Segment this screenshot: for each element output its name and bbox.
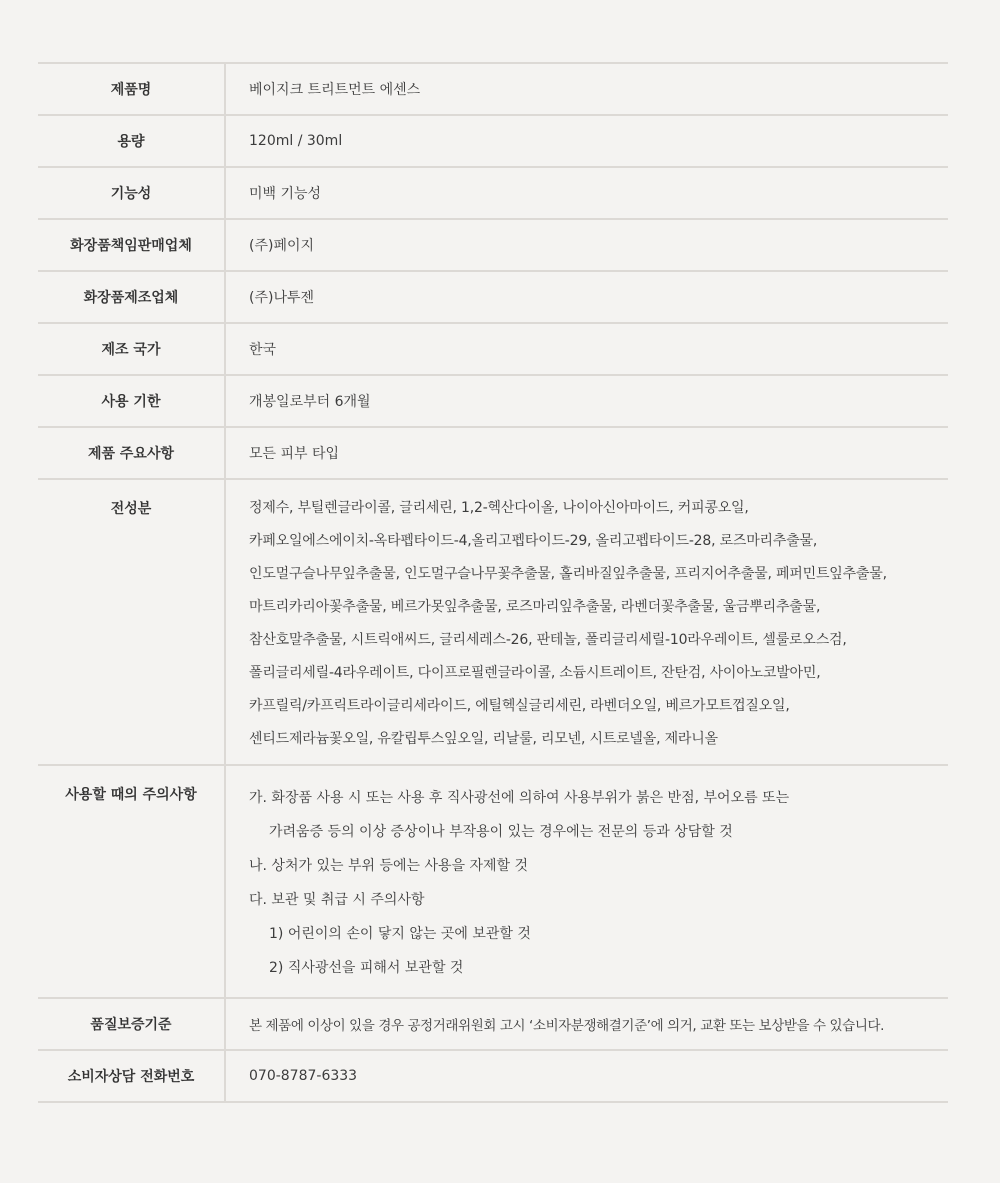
label-product-name: 제품명 <box>38 63 225 115</box>
row-expiry <box>38 375 948 427</box>
ingredients-line: 정제수, 부틸렌글라이콜, 글리세린, 1,2-헥산다이올, 나이아신아마이드, 커피콩오일, <box>249 500 749 516</box>
ingredients-line: 참산호말추출물, 시트릭애씨드, 글리세레스-26, 판테놀, 폴리글리세릴-10라우레이트, 셀룰로오스검, <box>249 632 847 648</box>
label-skin-type: 제품 주요사항 <box>38 427 225 479</box>
row-manufacturer <box>38 271 948 323</box>
caution-line: 가려움증 등의 이상 증상이나 부작용이 있는 경우에는 전문의 등과 상담할 것 <box>269 824 733 840</box>
value-skin-type: 모든 피부 타입 <box>225 427 948 479</box>
value-seller: (주)페이지 <box>225 219 948 271</box>
caution-line: 1) 어린이의 손이 닿지 않는 곳에 보관할 것 <box>269 926 531 942</box>
caution-line: 가. 화장품 사용 시 또는 사용 후 직사광선에 의하여 사용부위가 붉은 반점, 부어오름 또는 <box>249 790 790 806</box>
row-functionality <box>38 167 948 219</box>
row-phone <box>38 1050 948 1102</box>
label-functionality: 기능성 <box>38 167 225 219</box>
row-ingredients <box>38 479 948 765</box>
caution-line: 2) 직사광선을 피해서 보관할 것 <box>269 960 464 976</box>
ingredients-line: 카프릴릭/카프릭트라이글리세라이드, 에틸헥실글리세린, 라벤더오일, 베르가모트껍질오일, <box>249 698 790 714</box>
caution-line: 다. 보관 및 취급 시 주의사항 <box>249 892 425 908</box>
product-info-table <box>38 62 948 1103</box>
label-seller: 화장품책임판매업체 <box>38 219 225 271</box>
value-caution <box>225 765 948 998</box>
row-skin-type <box>38 427 948 479</box>
label-volume: 용량 <box>38 115 225 167</box>
value-quality: 본 제품에 이상이 있을 경우 공정거래위원회 고시 ‘소비자분쟁해결기준’에 의거, 교환 또는 보상받을 수 있습니다. <box>225 998 948 1050</box>
value-manufacturer: (주)나투젠 <box>225 271 948 323</box>
label-caution: 사용할 때의 주의사항 <box>38 765 225 998</box>
row-seller <box>38 219 948 271</box>
label-phone: 소비자상담 전화번호 <box>38 1050 225 1102</box>
label-quality: 품질보증기준 <box>38 998 225 1050</box>
row-country <box>38 323 948 375</box>
label-expiry: 사용 기한 <box>38 375 225 427</box>
value-phone: 070-8787-6333 <box>225 1050 948 1102</box>
ingredients-line: 폴리글리세릴-4라우레이트, 다이프로필렌글라이콜, 소듐시트레이트, 잔탄검, 사이아노코발아민, <box>249 665 821 681</box>
ingredients-line: 마트리카리아꽃추출물, 베르가못잎추출물, 로즈마리잎추출물, 라벤더꽃추출물, 울금뿌리추출물, <box>249 599 821 615</box>
row-volume <box>38 115 948 167</box>
caution-line: 나. 상처가 있는 부위 등에는 사용을 자제할 것 <box>249 858 529 874</box>
ingredients-line: 센티드제라늄꽃오일, 유칼립투스잎오일, 리날룰, 리모넨, 시트로넬올, 제라니올 <box>249 731 718 747</box>
row-caution <box>38 765 948 998</box>
label-ingredients: 전성분 <box>38 479 225 765</box>
ingredients-line: 카페오일에스에이치-옥타펩타이드-4,올리고펩타이드-29, 올리고펩타이드-28, 로즈마리추출물, <box>249 533 818 549</box>
label-manufacturer: 화장품제조업체 <box>38 271 225 323</box>
product-info-table-container <box>38 62 948 1103</box>
value-volume: 120ml / 30ml <box>225 115 948 167</box>
row-product-name <box>38 63 948 115</box>
row-quality <box>38 998 948 1050</box>
value-country: 한국 <box>225 323 948 375</box>
value-product-name: 베이지크 트리트먼트 에센스 <box>225 63 948 115</box>
ingredients-line: 인도멀구슬나무잎추출물, 인도멀구슬나무꽃추출물, 홀리바질잎추출물, 프리지어추출물, 페퍼민트잎추출물, <box>249 566 887 582</box>
value-ingredients <box>225 479 948 765</box>
value-functionality: 미백 기능성 <box>225 167 948 219</box>
value-expiry: 개봉일로부터 6개월 <box>225 375 948 427</box>
label-country: 제조 국가 <box>38 323 225 375</box>
